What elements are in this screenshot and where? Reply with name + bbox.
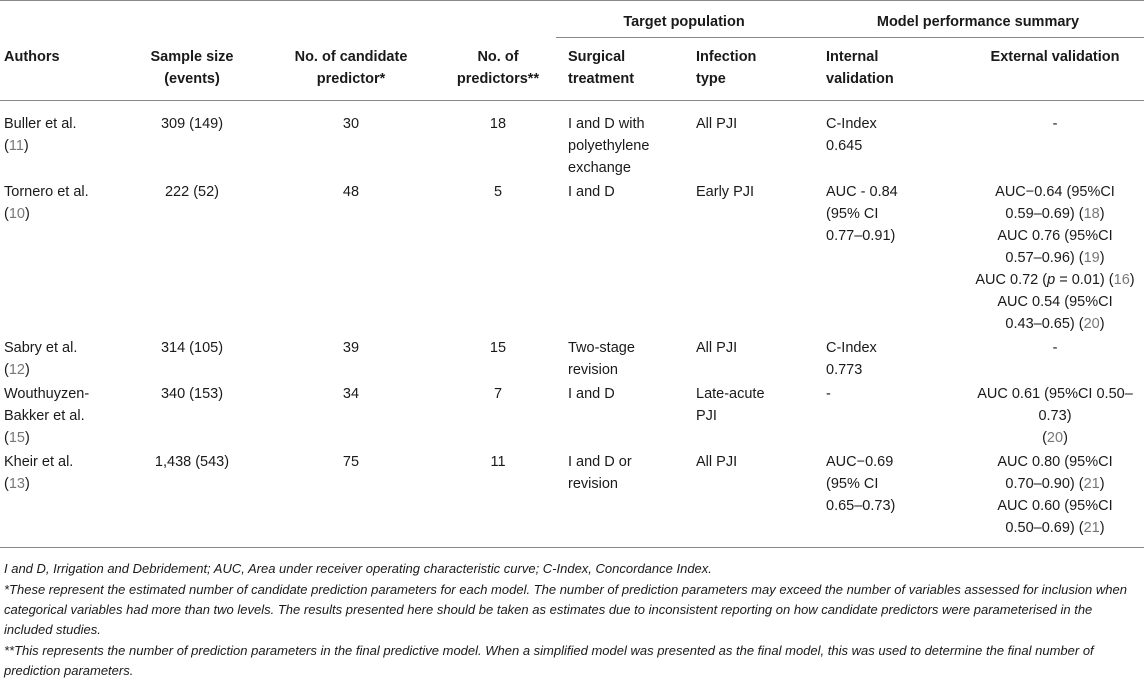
- external-validation-line: AUC−0.64 (95%CI: [995, 184, 1115, 200]
- reference-link[interactable]: 11: [8, 138, 24, 154]
- table-row: [0, 101, 1144, 180]
- external-validation-line: 0.50–0.69) (21): [1005, 520, 1105, 536]
- reference-link[interactable]: 13: [8, 476, 25, 492]
- cell-internal-validation: -: [826, 386, 831, 402]
- cell-author: Sabry et al. (12): [4, 340, 78, 378]
- table-top-rule: [0, 1, 1144, 12]
- cell-external-validation: [966, 449, 1144, 548]
- cell-infection-type: All PJI: [696, 116, 738, 132]
- external-validation-line: AUC 0.54 (95%CI: [997, 294, 1113, 310]
- external-validation-line: AUC 0.72 (p = 0.01) (16): [975, 272, 1135, 288]
- cell-surgical-treatment: I and D: [568, 184, 615, 200]
- cell-infection-type: All PJI: [696, 340, 738, 356]
- table-row: [0, 179, 1144, 335]
- external-validation-line: 0.59–0.69) (18): [1005, 206, 1105, 222]
- col-surgical-treatment: Surgical treatment: [556, 38, 688, 101]
- cell-author: Wouthuyzen- Bakker et al. (15): [4, 386, 90, 446]
- reference-link[interactable]: 16: [1113, 272, 1130, 288]
- cell-surgical-treatment: I and D with polyethylene exchange: [568, 116, 650, 176]
- cell-predictors: 7: [493, 386, 503, 402]
- reference-link[interactable]: 20: [1046, 430, 1064, 446]
- cell-author: Tornero et al. (10): [4, 184, 89, 222]
- external-validation-line: (20): [1042, 430, 1068, 446]
- cell-candidate-predictors: 75: [262, 449, 440, 548]
- col-candidate-predictors: No. of candidate predictor*: [262, 38, 440, 101]
- footnote-candidate-predictors: *These represent the estimated number of candidate prediction parameters for each model. The number of prediction parameters may exceed the number of variables assessed for inclusion when categorical variables had more than two levels. The results presented here should be taken as estimates due to inconsistent reporting on how candidate predictors were parameterised in the included studies.: [4, 582, 1127, 637]
- table-row: [0, 335, 1144, 381]
- cell-predictors: 11: [440, 449, 556, 548]
- cell-sample-size: 340 (153): [160, 386, 224, 402]
- external-validation-line: 0.70–0.90) (21): [1005, 476, 1105, 492]
- footnote-final-predictors: **This represents the number of prediction parameters in the final predictive model. When a simplified model was presented as the final model, this was used to determine the final number of prediction parameters.: [4, 643, 1094, 678]
- table-row: [0, 449, 1144, 548]
- cell-sample-size: 1,438 (543): [122, 449, 262, 548]
- external-validation-line: AUC 0.76 (95%CI: [997, 228, 1113, 244]
- reference-link[interactable]: 21: [1083, 520, 1100, 536]
- external-validation-line: AUC 0.80 (95%CI: [997, 454, 1113, 470]
- cell-predictors: 18: [489, 116, 507, 132]
- cell-infection-type: Late-acute PJI: [696, 386, 765, 424]
- model-performance-header: Model performance summary: [812, 11, 1144, 38]
- cell-surgical-treatment: I and D or revision: [556, 449, 688, 548]
- cell-external-validation: [966, 381, 1144, 449]
- col-infection-type: Infection type: [688, 38, 812, 101]
- col-predictors: No. of predictors**: [440, 38, 556, 101]
- footnote-abbreviations: I and D, Irrigation and Debridement; AUC, Area under receiver operating characteristic curve; C-Index, Concordance Index.: [4, 561, 712, 576]
- table-footnotes: [0, 548, 1144, 681]
- cell-external-validation: [966, 101, 1144, 180]
- reference-link[interactable]: 19: [1083, 250, 1100, 266]
- cell-author: Buller et al. (11): [4, 116, 77, 154]
- cell-sample-size: 222 (52): [164, 184, 219, 200]
- target-population-header: Target population: [556, 11, 812, 38]
- cell-predictors: 5: [493, 184, 503, 200]
- cell-candidate-predictors: 30: [342, 116, 360, 132]
- cell-internal-validation: AUC−0.69 (95% CI 0.65–0.73): [812, 449, 966, 548]
- table-body: [0, 101, 1144, 548]
- cell-external-validation: [966, 179, 1144, 335]
- cell-internal-validation: C-Index 0.645: [826, 116, 877, 154]
- cell-infection-type: Early PJI: [696, 184, 755, 200]
- external-validation-line: -: [1052, 116, 1058, 132]
- cell-candidate-predictors: 39: [342, 340, 360, 356]
- cell-sample-size: 314 (105): [160, 340, 224, 356]
- col-internal-validation: Internal validation: [812, 38, 966, 101]
- external-validation-line: AUC 0.60 (95%CI: [997, 498, 1113, 514]
- table-row: [0, 381, 1144, 449]
- external-validation-line: -: [1052, 340, 1058, 356]
- reference-link[interactable]: 20: [1083, 316, 1100, 332]
- col-sample-size: Sample size (events): [122, 38, 262, 101]
- column-header-row: [0, 38, 1144, 101]
- cell-candidate-predictors: 34: [342, 386, 360, 402]
- cell-candidate-predictors: 48: [342, 184, 360, 200]
- reference-link[interactable]: 21: [1083, 476, 1100, 492]
- cell-author: Kheir et al. (13): [0, 449, 122, 548]
- cell-surgical-treatment: Two-stage revision: [568, 340, 635, 378]
- reference-link[interactable]: 18: [1083, 206, 1100, 222]
- cell-internal-validation: C-Index 0.773: [826, 340, 877, 378]
- col-authors: Authors: [0, 38, 122, 101]
- group-header-row: [0, 11, 1144, 38]
- external-validation-line: 0.43–0.65) (20): [1005, 316, 1105, 332]
- external-validation-line: 0.57–0.96) (19): [1005, 250, 1105, 266]
- reference-link[interactable]: 15: [8, 430, 25, 446]
- col-external-validation: External validation: [966, 38, 1144, 101]
- reference-link[interactable]: 12: [8, 362, 25, 378]
- cell-predictors: 15: [489, 340, 507, 356]
- external-validation-line: AUC 0.61 (95%CI 0.50–0.73): [977, 386, 1133, 424]
- cell-infection-type: All PJI: [688, 449, 812, 548]
- reference-link[interactable]: 10: [8, 206, 25, 222]
- cell-surgical-treatment: I and D: [568, 386, 615, 402]
- cell-sample-size: 309 (149): [160, 116, 224, 132]
- cell-internal-validation: AUC - 0.84 (95% CI 0.77–0.91): [826, 184, 898, 244]
- cell-external-validation: [966, 335, 1144, 381]
